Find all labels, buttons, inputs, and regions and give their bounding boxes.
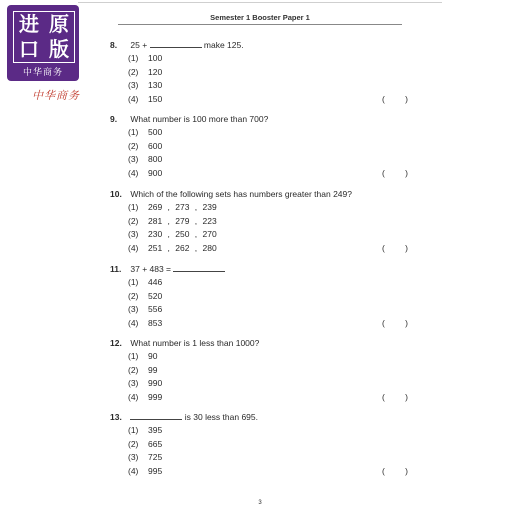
option-text: 130: [148, 80, 163, 90]
stem-text: 37 + 483 =: [130, 264, 172, 274]
logo-subtitle: 中华商务: [22, 68, 63, 78]
paren-open: (: [382, 167, 385, 178]
option-label: (3): [128, 154, 139, 164]
option-text: 800: [148, 154, 163, 164]
question-number: 13.: [110, 412, 122, 422]
option-2[interactable]: [110, 215, 430, 229]
page-number: 3: [258, 500, 262, 506]
question-11: [110, 263, 430, 330]
page-header: Semester 1 Booster Paper 1: [210, 13, 310, 22]
option-4[interactable]: [110, 167, 430, 181]
question-number: 8.: [110, 40, 118, 50]
option-text: 725: [148, 452, 163, 462]
question-stem: [110, 337, 430, 350]
option-4[interactable]: [110, 242, 430, 256]
option-label: (1): [128, 277, 139, 287]
top-rule: [78, 2, 442, 3]
option-text: 150: [148, 93, 163, 104]
option-text: 395: [148, 425, 163, 435]
option-4[interactable]: [110, 391, 430, 405]
question-9: [110, 113, 430, 180]
option-label: (3): [128, 452, 139, 462]
option-text: 900: [148, 167, 163, 178]
option-label: (3): [128, 304, 139, 314]
answer-bracket[interactable]: [382, 93, 408, 107]
option-text: 853: [148, 317, 163, 328]
answer-bracket[interactable]: [382, 167, 408, 181]
option-2[interactable]: [110, 290, 430, 304]
logo-char: 口: [19, 37, 39, 61]
option-text: 990: [148, 378, 163, 388]
option-1[interactable]: [110, 276, 430, 290]
option-text: 281 , 279 , 223: [148, 215, 217, 226]
option-2[interactable]: [110, 364, 430, 378]
question-number: 9.: [110, 114, 118, 124]
question-12: [110, 337, 430, 404]
option-text: 556: [148, 304, 163, 314]
option-label: (1): [128, 202, 139, 212]
answer-blank[interactable]: [173, 263, 225, 272]
paren-open: (: [382, 391, 385, 402]
stem-text: What number is 100 more than 700?: [130, 114, 269, 124]
paren-close: ): [405, 93, 408, 104]
option-label: (4): [128, 317, 139, 328]
option-text: 995: [148, 465, 163, 476]
option-4[interactable]: [110, 317, 430, 331]
option-1[interactable]: [110, 201, 430, 215]
option-3[interactable]: [110, 303, 430, 317]
answer-bracket[interactable]: [382, 317, 408, 331]
option-1[interactable]: [110, 126, 430, 140]
option-label: (4): [128, 242, 139, 253]
stem-text: 25 +: [130, 40, 148, 50]
option-text: 269 , 273 , 239: [148, 202, 217, 212]
option-3[interactable]: [110, 79, 430, 93]
option-label: (1): [128, 53, 139, 63]
answer-blank[interactable]: [150, 39, 202, 48]
paren-open: (: [382, 93, 385, 104]
option-text: 665: [148, 438, 163, 449]
paren-close: ): [405, 391, 408, 402]
option-text: 100: [148, 53, 163, 63]
option-label: (3): [128, 378, 139, 388]
option-3[interactable]: [110, 153, 430, 167]
option-1[interactable]: [110, 350, 430, 364]
logo-char: 进: [19, 12, 39, 36]
paren-open: (: [382, 242, 385, 253]
paren-close: ): [405, 167, 408, 178]
option-1[interactable]: [110, 424, 430, 438]
option-label: (2): [128, 215, 139, 226]
option-label: (3): [128, 229, 139, 239]
paren-open: (: [382, 317, 385, 328]
option-label: (2): [128, 364, 139, 375]
question-number: 10.: [110, 189, 122, 199]
option-4[interactable]: [110, 465, 430, 479]
logo-char: 版: [49, 37, 69, 61]
question-number: 12.: [110, 338, 122, 348]
answer-bracket[interactable]: [382, 465, 408, 479]
option-text: 999: [148, 391, 163, 402]
option-text: 90: [148, 351, 158, 361]
option-text: 446: [148, 277, 163, 287]
option-label: (2): [128, 140, 139, 151]
paren-close: ): [405, 317, 408, 328]
option-label: (4): [128, 391, 139, 402]
option-3[interactable]: [110, 377, 430, 391]
option-3[interactable]: [110, 451, 430, 465]
option-label: (1): [128, 351, 139, 361]
option-label: (2): [128, 438, 139, 449]
option-2[interactable]: [110, 66, 430, 80]
question-stem: [110, 411, 430, 424]
header-underline: [118, 24, 402, 25]
question-stem: [110, 113, 430, 126]
publisher-mark: 中华商务: [32, 89, 80, 102]
option-label: (4): [128, 167, 139, 178]
option-2[interactable]: [110, 438, 430, 452]
option-label: (2): [128, 66, 139, 77]
question-10: [110, 188, 430, 255]
question-stem: [110, 39, 430, 52]
option-text: 600: [148, 140, 163, 151]
option-2[interactable]: [110, 140, 430, 154]
paren-close: ): [405, 465, 408, 476]
question-8: [110, 39, 430, 106]
option-text: 99: [148, 364, 158, 375]
logo-char: 原: [49, 12, 69, 36]
option-label: (2): [128, 290, 139, 301]
option-1[interactable]: [110, 52, 430, 66]
question-13: [110, 411, 430, 478]
question-number: 11.: [110, 264, 122, 274]
stem-text: Which of the following sets has numbers greater than 249?: [130, 189, 352, 199]
answer-bracket[interactable]: [382, 242, 408, 256]
stem-text: is 30 less than 695.: [184, 412, 258, 422]
option-label: (1): [128, 425, 139, 435]
paren-open: (: [382, 465, 385, 476]
option-3[interactable]: [110, 228, 430, 242]
answer-blank[interactable]: [130, 411, 182, 420]
option-text: 500: [148, 127, 163, 137]
option-label: (3): [128, 80, 139, 90]
answer-bracket[interactable]: [382, 391, 408, 405]
question-stem: [110, 263, 430, 276]
option-text: 520: [148, 290, 163, 301]
option-label: (4): [128, 93, 139, 104]
paren-close: ): [405, 242, 408, 253]
option-text: 230 , 250 , 270: [148, 229, 217, 239]
stem-text: make 125.: [203, 40, 244, 50]
question-stem: [110, 188, 430, 201]
option-text: 251 , 262 , 280: [148, 242, 217, 253]
option-4[interactable]: [110, 93, 430, 107]
option-label: (4): [128, 465, 139, 476]
stem-text: What number is 1 less than 1000?: [130, 338, 260, 348]
option-label: (1): [128, 127, 139, 137]
option-text: 120: [148, 66, 163, 77]
